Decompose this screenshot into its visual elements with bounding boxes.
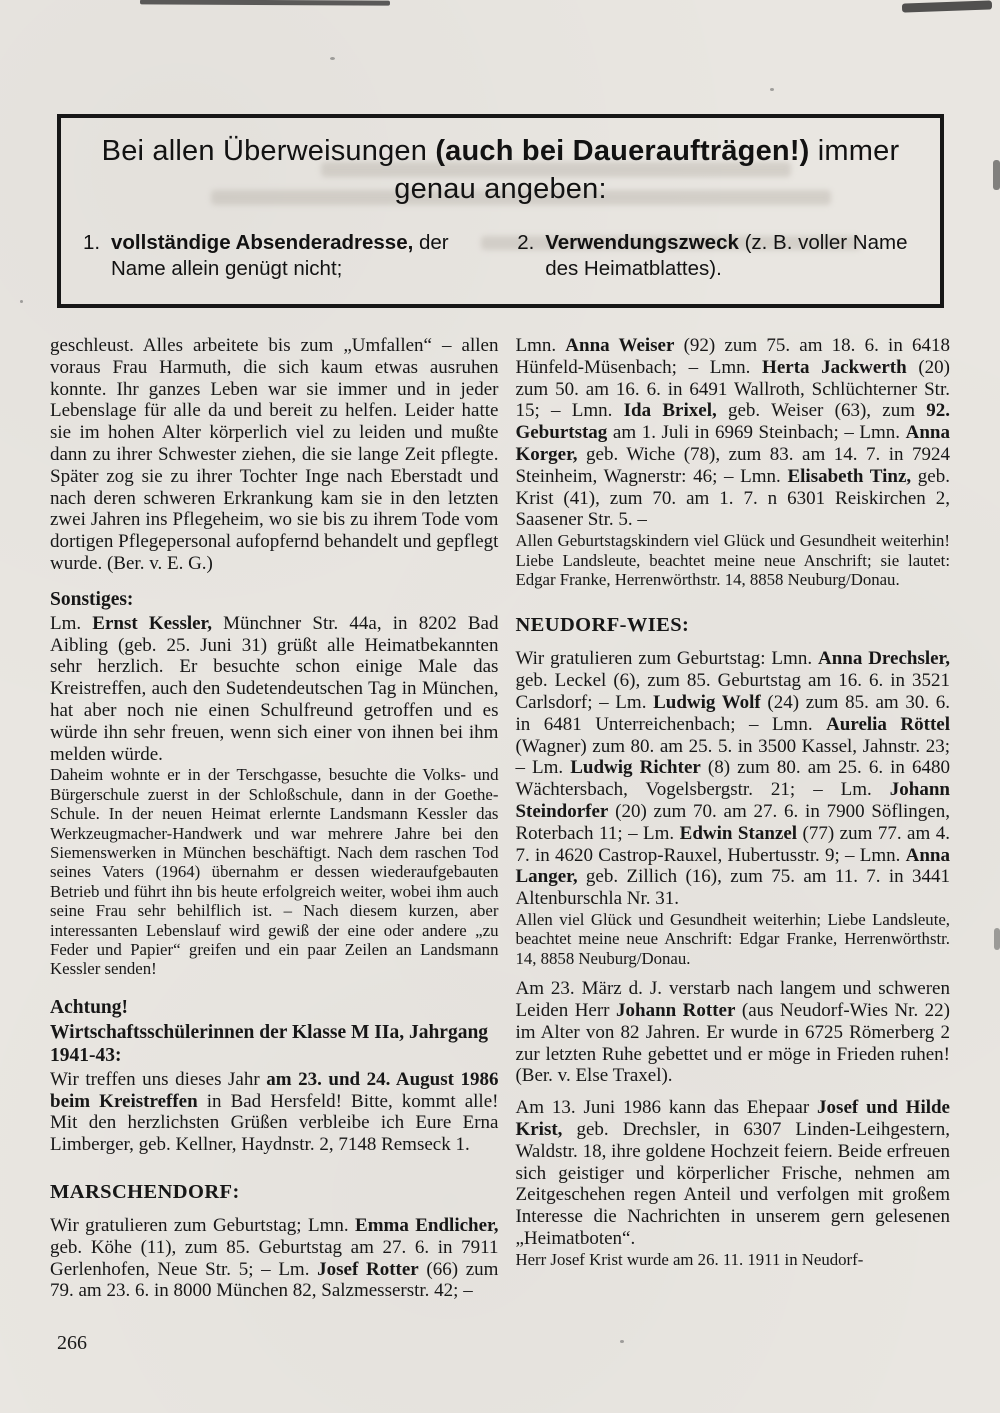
text-run: Allen Geburtstagskindern viel Glück und Gesundheit weiterhin! Liebe Landsleute, beachtet meine neue Anschrift; sie lautet: Edgar Franke, Herrenwörthstr. 14, 8858 Neuburg/Donau. [515, 531, 950, 589]
text-run: Daheim wohnte er in der Terschgasse, besuchte die Volks- und Bürgerschule zuerst in der Schloßschule, dann in der Goethe-Schule. In der neuen Heimat erlernte Landsmann Kessler das Werkzeugmacher-Handwerk und war mehrere Jahre bei den Siemenswerken in München beschäftigt. Nach dem raschen Tod seines Vaters (1964) übernahm er dessen wiederaufgebauten Betrieb und führt ihn bis heute erfolgreich weiter, wobei ihm auch seine Frau sehr behilflich ist. – Nach diesem kurzen, aber interessanten Lebenslauf wird gewiß der eine oder andere „zu Feder und Papier“ greifen und ein paar Zeilen an Landsmann Kessler senden! [50, 765, 499, 979]
neudorf-wies-heading [515, 613, 950, 637]
right-column [515, 335, 950, 1302]
text-run: (66) zum 79. am 23. 6. in 8000 München 82, Salzmesserstr. 42; – [50, 1258, 499, 1302]
scan-smudge [140, 0, 390, 6]
text-run: Am 23. März d. J. verstarb nach langem und schweren Leiden Herr [515, 978, 950, 1021]
notice-item-1-number: 1. [83, 231, 101, 254]
text-run: Ernst Kessler, [92, 612, 212, 634]
notice-item-2-text [545, 230, 918, 282]
notice-item-1-text [111, 230, 489, 282]
text-run: Lmn. [515, 335, 566, 356]
text-run: Sonstiges: [50, 588, 134, 610]
text-run: geb. Zillich (16), zum 75. am 11. 7. in 3441 Altenburschla Nr. 31. [515, 866, 950, 910]
text-run: Edwin Stanzel [679, 822, 798, 844]
text-run: geb. Wiche (78), zum 83. am 14. 7. in 7924 Steinheim, Wagnerstr: 46; – Lmn. [515, 443, 950, 487]
franke-address-note-1 [515, 531, 950, 589]
text-run: 92. Geburtstag [515, 400, 951, 444]
text-run: MARSCHENDORF: [50, 1181, 240, 1203]
marschendorf-birthdays-paragraph [50, 1215, 498, 1302]
text-run: Anna Weiser [565, 335, 675, 356]
notice-items [83, 230, 918, 282]
text-run: (20) zum 70. am 27. 6. in 7900 Söflingen, Roterbach 11; – Lm. [515, 800, 950, 844]
text-run: Herta Jackwerth [762, 356, 907, 378]
text-run: Münchner Str. 44a, in 8202 Bad Aibling (geb. 25. Juni 31) grüßt alle Heimatbekannten sehr herzlich. Er besuchte schon einige Male das Kreistreffen, auch den Sudetendeutschen Tag in München, hat aber noch nie einen Schulfreund getroffen und es würde ihn sehr freuen, wenn sich einer von ihnen bei ihm melden würde. [50, 612, 499, 765]
notice-item-2-number: 2. [517, 231, 535, 254]
obituary-continuation-paragraph [50, 335, 498, 575]
text-run: der Name allein genügt nicht; [111, 231, 449, 280]
notice-item-1 [83, 230, 517, 282]
text-run: am 1. Juli in 6969 Steinbach; – Lmn. [607, 422, 906, 444]
text-run: Ludwig Richter [570, 757, 701, 779]
scan-smudge [902, 0, 992, 12]
krist-biography-start-line [515, 1250, 950, 1269]
page-number: 266 [57, 1332, 87, 1355]
text-run: Johann Rotter [616, 999, 736, 1021]
text-run: vollständige Absenderadresse, [111, 231, 414, 254]
text-run: (24) zum 85. am 30. 6. in 6481 Unterreichenbach; – Lmn. [515, 691, 950, 735]
text-run: geb. Krist (41), zum 70. am 1. 7. n 6301 Reiskirchen 2, Saasener Str. 5. – [515, 465, 950, 531]
text-run: (92) zum 75. am 18. 6. in 6418 Hünfeld-Müsenbach; – Lmn. [515, 335, 951, 378]
text-run: Achtung! [50, 996, 129, 1018]
text-run: (aus Neudorf-Wies Nr. 22) im Alter von 82 Jahren. Er wurde in 6725 Römerberg 2 zur letzten Ruhe gebettet und er möge in Frieden ruhen! (Ber. v. Else Traxel). [515, 999, 951, 1087]
text-run: geb. Köhe (11), zum 85. Geburtstag am 27. 6. in 7911 Gerlenhofen, Neue Str. 5; – Lm. [50, 1236, 499, 1280]
text-run: Josef Rotter [317, 1258, 419, 1280]
text-run: Verwendungszweck [545, 231, 739, 254]
text-run: geb. Leckel (6), zum 85. Geburtstag am 16. 6. in 3521 Carlsdorf; – Lm. [515, 670, 950, 713]
text-run: immer genau angeben: [394, 135, 900, 205]
left-column [50, 335, 498, 1302]
text-run: in Bad Hersfeld! Bitte, kommt alle! Mit den herzlichsten Grüßen verbleibe ich Eure Erna Limberger, geb. Kellner, Haydnstr. 2, 7148 Remseck 1. [50, 1090, 499, 1156]
notice-title [83, 132, 918, 208]
text-run: (z. B. voller Name des Heimatblattes). [545, 231, 908, 280]
achtung-heading [50, 996, 498, 1019]
text-run: Wirtschaftsschülerinnen der Klasse M IIa, Jahrgang 1941-43: [50, 1021, 489, 1066]
text-run: Elisabeth Tinz, [787, 465, 912, 487]
notice-item-2 [517, 230, 918, 282]
text-run: (8) zum 80. am 25. 6. in 6480 Wächtersbach, Vogelsbergstr. 21; – Lm. [515, 757, 951, 801]
text-run: Wir treffen uns dieses Jahr [50, 1068, 267, 1090]
text-run: Anna Drechsler, [817, 648, 950, 670]
text-run: Ludwig Wolf [653, 691, 761, 713]
kessler-biography-paragraph [50, 765, 498, 978]
payment-notice-box [57, 114, 944, 308]
text-run: (77) zum 77. am 4. 7. in 4620 Castrop-Rauxel, Hubertusstr. 9; – Lmn. [515, 822, 950, 866]
birthdays-continuation-paragraph [515, 335, 950, 531]
text-run: Wir gratulieren zum Geburtstag: Lmn. [515, 648, 818, 670]
text-run: (20) zum 50. am 16. 6. in 6491 Wallroth, Schlüchterner Str. 15; – Lmn. [515, 356, 950, 422]
text-run: Emma Endlicher, [355, 1215, 499, 1236]
franke-address-note-2 [515, 910, 950, 968]
rotter-obituary-paragraph [515, 978, 950, 1087]
text-run: Anna Korger, [515, 422, 950, 465]
text-run: NEUDORF-WIES: [515, 614, 690, 637]
text-run: Allen viel Glück und Gesundheit weiterhin; Liebe Landsleute, beachtet meine neue Anschrift: Edgar Franke, Herrenwörthstr. 14, 8858 Neuburg/Donau. [515, 909, 950, 968]
scan-speck [20, 300, 23, 303]
text-run: Josef und Hilde Krist, [515, 1097, 950, 1140]
two-column-body [50, 335, 950, 1302]
text-run: Ida Brixel, [623, 400, 717, 422]
klassentreffen-heading [50, 1021, 498, 1067]
neudorf-wies-birthdays-paragraph [515, 648, 950, 910]
text-run: geb. Weiser (63), zum [716, 400, 927, 422]
klassentreffen-paragraph [50, 1069, 498, 1156]
krist-golden-wedding-paragraph [515, 1097, 950, 1250]
scan-speck [770, 88, 774, 91]
sonstiges-heading [50, 588, 498, 611]
kessler-greeting-paragraph [50, 613, 498, 766]
text-run: Anna Langer, [515, 844, 950, 888]
text-run: Bei allen Überweisungen [101, 135, 436, 167]
text-run: Aurelia Röttel [826, 713, 950, 735]
scan-speck [330, 57, 335, 60]
marschendorf-heading [50, 1180, 498, 1204]
scan-speck [620, 1340, 624, 1343]
text-run: (auch bei Daueraufträgen!) [435, 135, 810, 167]
text-run: geb. Drechsler, in 6307 Linden-Leihgestern, Waldstr. 18, ihre goldene Hochzeit feiern. Beide erfreuen sich geistiger und körperlicher Frische, nehmen am Zeitgeschehen regen Anteil und verfolgen mit großem Interesse die Nachrichten in unserem gern gelesenen „Heimatboten“. [515, 1118, 950, 1249]
text-run: Wir gratulieren zum Geburtstag; Lmn. [50, 1215, 356, 1236]
scan-smudge [993, 160, 1000, 190]
scan-smudge [994, 928, 1000, 950]
text-run: am 23. und 24. August 1986 beim Kreistreffen [50, 1068, 499, 1112]
text-run: Lm. [50, 612, 93, 634]
text-run: Am 13. Juni 1986 kann das Ehepaar [515, 1097, 818, 1119]
text-run: geschleust. Alles arbeitete bis zum „Umfallen“ – allen voraus Frau Harmuth, die sich kaum etwas ausruhen konnte. Ihr ganzes Leben war sie immer und in jeder Lebenslage für alle da und bereit zu helfen. Leider hatte sie im hohen Alter körperlich viel zu leiden und mußte dann zu ihrer Schwester ziehen, die sie lange Zeit pflegte. Später zog sie zu ihrer Tochter Inge nach Eberstadt und nach deren schweren Erkrankung kam sie in den letzten zwei Jahren ins Pflegeheim, wo sie bis zu ihrem Tode vom dortigen Pflegepersonal aufopfernd behandelt und gepflegt wurde. (Ber. v. E. G.) [50, 335, 499, 574]
text-run: (Wagner) zum 80. am 25. 5. in 3500 Kassel, Jahnstr. 23; – Lm. [515, 735, 950, 779]
text-run: Herr Josef Krist wurde am 26. 11. 1911 in Neudorf- [515, 1249, 864, 1269]
text-run: Johann Steindorfer [515, 779, 950, 822]
